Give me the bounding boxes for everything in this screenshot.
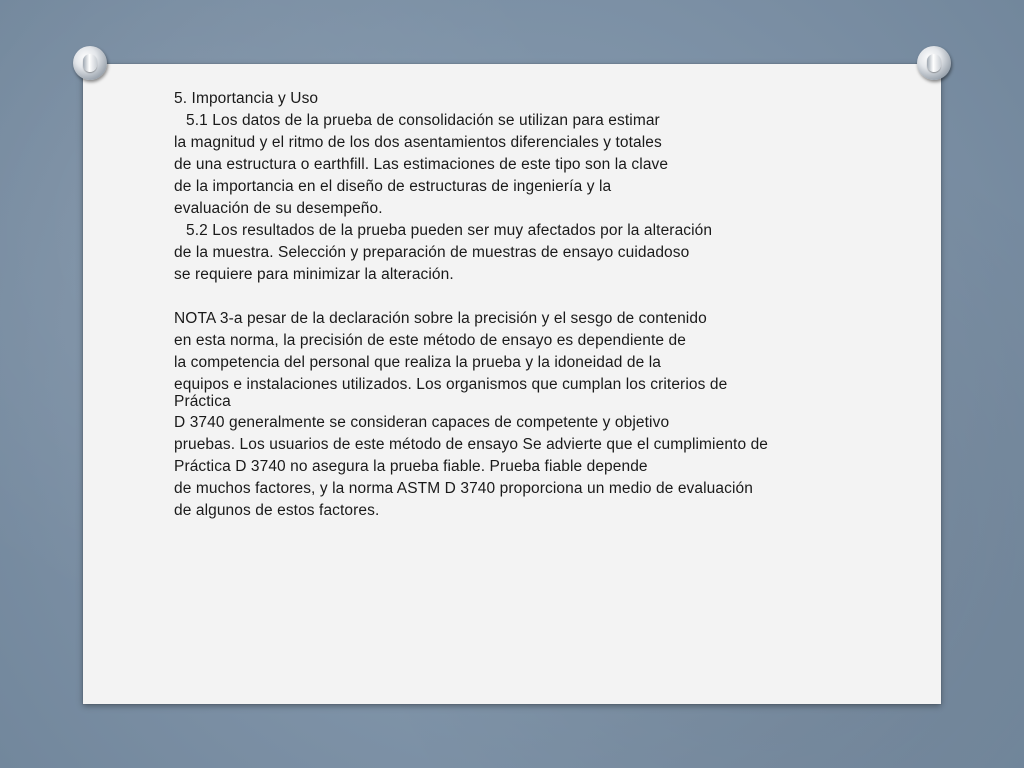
pushpin-icon: [73, 46, 107, 80]
slide-text-body: [174, 88, 874, 522]
note-line: la competencia del personal que realiza la prueba y la idoneidad de la: [174, 354, 661, 371]
note-line: D 3740 generalmente se consideran capaces de competente y objetivo: [174, 414, 670, 431]
text-line: de la importancia en el diseño de estructuras de ingeniería y la: [174, 178, 612, 195]
text-line: de una estructura o earthfill. Las estimaciones de este tipo son la clave: [174, 156, 669, 173]
note-line: equipos e instalaciones utilizados. Los organismos que cumplan los criterios de: [174, 376, 728, 393]
note-line: en esta norma, la precisión de este método de ensayo es dependiente de: [174, 332, 686, 349]
note-line: NOTA 3-a pesar de la declaración sobre la precisión y el sesgo de contenido: [174, 310, 707, 327]
note-line: de algunos de estos factores.: [174, 502, 380, 519]
text-line: 5.1 Los datos de la prueba de consolidación se utilizan para estimar: [186, 112, 660, 129]
section-heading: 5. Importancia y Uso: [174, 90, 319, 107]
text-line: se requiere para minimizar la alteración.: [174, 266, 454, 283]
note-line: Práctica: [174, 393, 231, 410]
text-line: de la muestra. Selección y preparación de muestras de ensayo cuidadoso: [174, 244, 690, 261]
text-line: la magnitud y el ritmo de los dos asentamientos diferenciales y totales: [174, 134, 662, 151]
note-line: de muchos factores, y la norma ASTM D 3740 proporciona un medio de evaluación: [174, 480, 753, 497]
text-line: 5.2 Los resultados de la prueba pueden ser muy afectados por la alteración: [186, 222, 713, 239]
text-line: evaluación de su desempeño.: [174, 200, 383, 217]
spacer: [174, 286, 874, 308]
pushpin-icon: [917, 46, 951, 80]
note-line: Práctica D 3740 no asegura la prueba fiable. Prueba fiable depende: [174, 458, 648, 475]
note-line: pruebas. Los usuarios de este método de ensayo Se advierte que el cumplimiento de: [174, 436, 769, 453]
